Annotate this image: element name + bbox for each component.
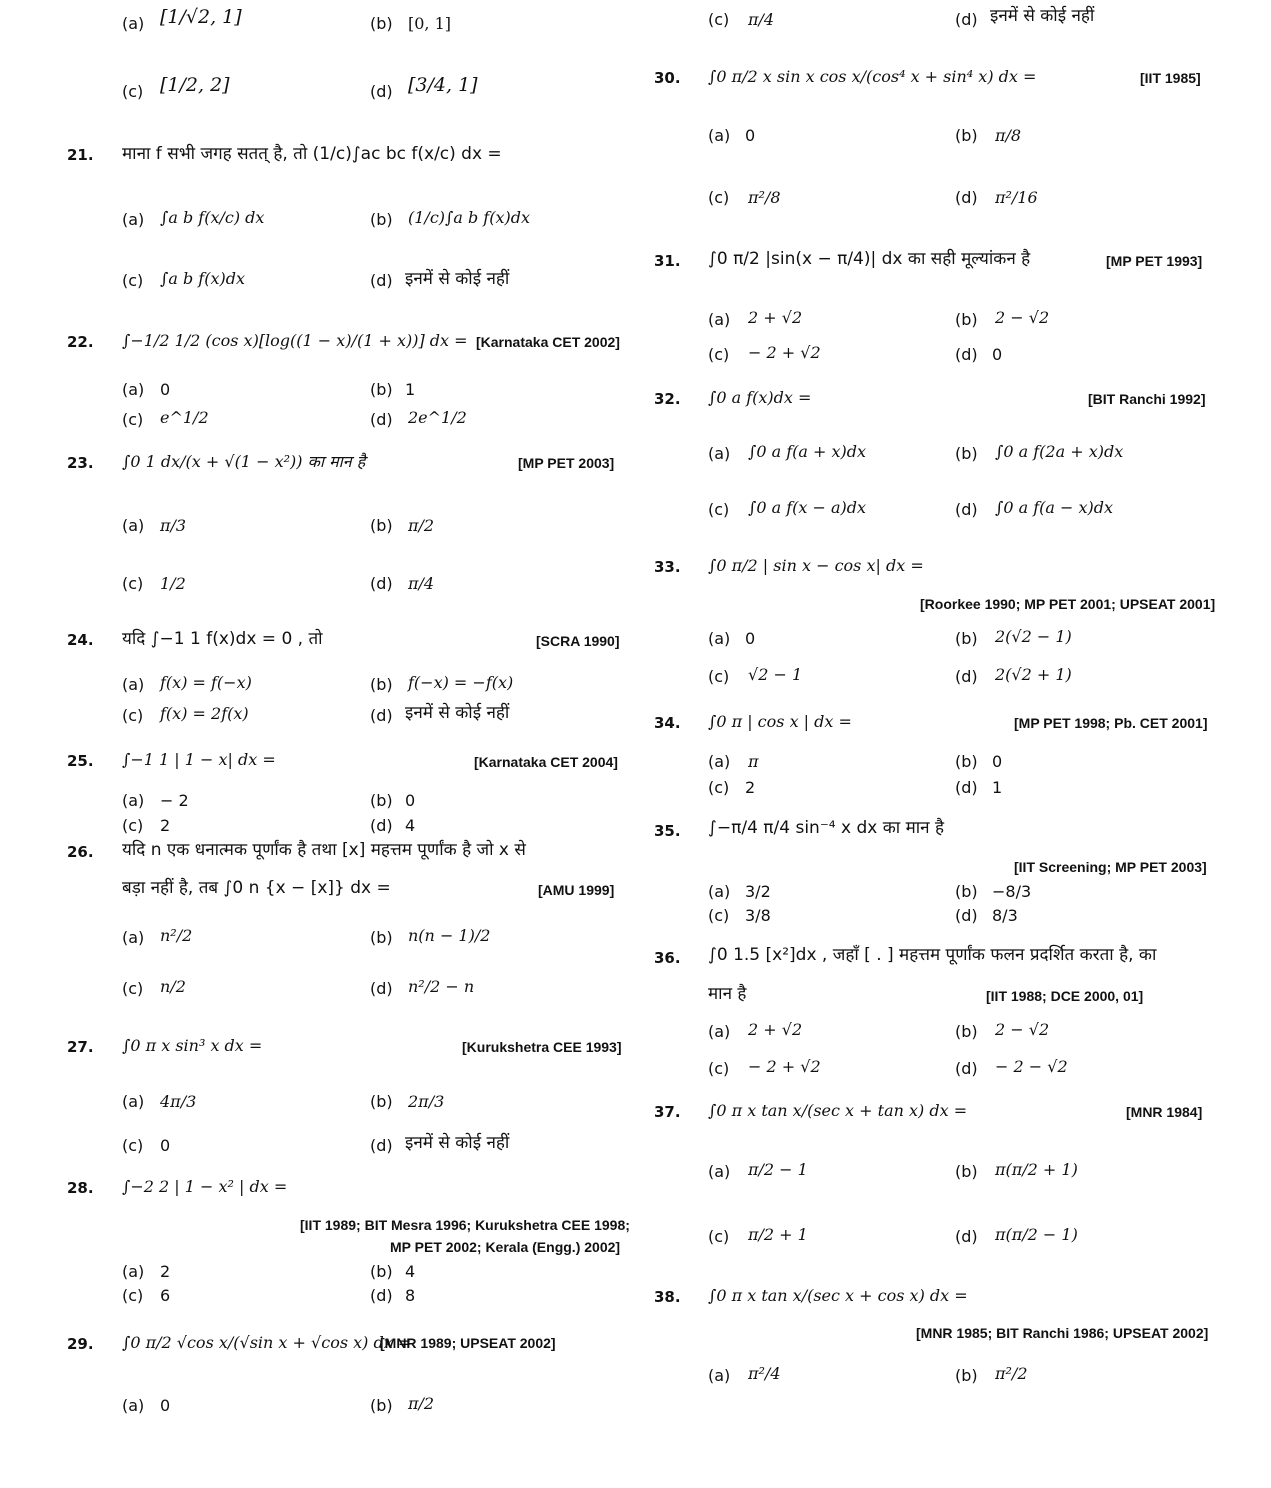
q20-option-a-value: [1/√2, 1] xyxy=(160,6,242,28)
q29-option-a-value: 0 xyxy=(160,1396,171,1415)
q22-number: 22. xyxy=(67,333,94,351)
q22-option-a-label: (a) xyxy=(122,380,145,399)
q29-option-c-value: π/4 xyxy=(748,10,775,29)
q32-option-b-value: ∫0 a f(2a + x)dx xyxy=(995,442,1124,461)
q31-source: [MP PET 1993] xyxy=(1106,253,1203,269)
q32-option-c-value: ∫0 a f(x − a)dx xyxy=(748,498,867,517)
q36-number: 36. xyxy=(654,949,681,967)
q38-option-a-label: (a) xyxy=(708,1366,731,1385)
q22-option-b-value: 1 xyxy=(405,380,416,399)
q35-number: 35. xyxy=(654,822,681,840)
q25-number: 25. xyxy=(67,752,94,770)
q36-question-line2: मान है xyxy=(708,984,747,1004)
q26-option-a-label: (a) xyxy=(122,928,145,947)
q36-option-c-value: − 2 + √2 xyxy=(748,1057,821,1076)
q26-question-line1: यदि n एक धनात्मक पूर्णांक है तथा [x] महत्तम पूर्णांक है जो x से xyxy=(122,840,526,860)
q33-option-b-label: (b) xyxy=(955,629,978,648)
q23-option-b-value: π/2 xyxy=(408,516,435,535)
q27-option-b-label: (b) xyxy=(370,1092,393,1111)
q27-source: [Kurukshetra CEE 1993] xyxy=(462,1039,622,1055)
q27-option-d-label: (d) xyxy=(370,1136,393,1155)
q35-option-b-label: (b) xyxy=(955,882,978,901)
q31-option-a-label: (a) xyxy=(708,310,731,329)
q22-option-b-label: (b) xyxy=(370,380,393,399)
q37-option-d-label: (d) xyxy=(955,1227,978,1246)
q29-option-b-label: (b) xyxy=(370,1396,393,1415)
q27-option-a-value: 4π/3 xyxy=(160,1092,197,1111)
q33-option-d-label: (d) xyxy=(955,667,978,686)
q20-option-d-value: [3/4, 1] xyxy=(408,74,478,96)
q33-question: ∫0 π/2 | sin x − cos x| dx = xyxy=(708,556,924,575)
q34-question: ∫0 π | cos x | dx = xyxy=(708,712,852,731)
q25-option-c-label: (c) xyxy=(122,816,144,835)
q23-option-c-value: 1/2 xyxy=(160,574,186,593)
q28-option-a-value: 2 xyxy=(160,1262,171,1281)
q38-option-b-value: π²/2 xyxy=(995,1364,1028,1383)
q34-option-d-label: (d) xyxy=(955,778,978,797)
q32-source: [BIT Ranchi 1992] xyxy=(1088,391,1206,407)
q31-option-d-label: (d) xyxy=(955,345,978,364)
q30-option-b-label: (b) xyxy=(955,126,978,145)
q31-number: 31. xyxy=(654,252,681,270)
q24-source: [SCRA 1990] xyxy=(536,633,620,649)
q38-question: ∫0 π x tan x/(sec x + cos x) dx = xyxy=(708,1286,968,1305)
q27-option-d-value: इनमें से कोई नहीं xyxy=(405,1133,510,1153)
q28-option-b-label: (b) xyxy=(370,1262,393,1281)
q38-option-a-value: π²/4 xyxy=(748,1364,781,1383)
q38-option-b-label: (b) xyxy=(955,1366,978,1385)
q30-source: [IIT 1985] xyxy=(1140,70,1201,86)
q25-option-b-value: 0 xyxy=(405,791,416,810)
q28-option-c-label: (c) xyxy=(122,1286,144,1305)
q27-number: 27. xyxy=(67,1038,94,1056)
q29-option-b-value: π/2 xyxy=(408,1394,435,1413)
q23-option-d-label: (d) xyxy=(370,574,393,593)
q22-option-c-value: e^1/2 xyxy=(160,408,209,427)
q23-source: [MP PET 2003] xyxy=(518,455,615,471)
q35-source: [IIT Screening; MP PET 2003] xyxy=(1014,859,1207,875)
q20-option-c-value: [1/2, 2] xyxy=(160,74,230,96)
q25-option-d-value: 4 xyxy=(405,816,416,835)
q23-option-b-label: (b) xyxy=(370,516,393,535)
q20-option-b-value: [0, 1] xyxy=(408,14,452,33)
q33-option-d-value: 2(√2 + 1) xyxy=(995,665,1072,684)
q33-option-c-value: √2 − 1 xyxy=(748,665,803,684)
q30-option-a-label: (a) xyxy=(708,126,731,145)
q23-question: ∫0 1 dx/(x + √(1 − x²)) का मान है xyxy=(122,452,366,471)
q34-source: [MP PET 1998; Pb. CET 2001] xyxy=(1014,715,1208,731)
q32-question: ∫0 a f(x)dx = xyxy=(708,388,812,407)
q21-option-c-label: (c) xyxy=(122,271,144,290)
q26-option-c-value: n/2 xyxy=(160,977,186,996)
q20-option-d-label: (d) xyxy=(370,82,393,101)
q30-option-c-label: (c) xyxy=(708,188,730,207)
q33-source: [Roorkee 1990; MP PET 2001; UPSEAT 2001] xyxy=(920,596,1216,612)
q21-option-a-value: ∫a b f(x/c) dx xyxy=(160,208,265,227)
q36-source: [IIT 1988; DCE 2000, 01] xyxy=(986,988,1144,1004)
q24-option-b-value: f(−x) = −f(x) xyxy=(408,673,514,692)
q21-option-d-value: इनमें से कोई नहीं xyxy=(405,269,510,289)
q22-option-d-label: (d) xyxy=(370,410,393,429)
q22-source: [Karnataka CET 2002] xyxy=(476,334,620,350)
q31-option-b-value: 2 − √2 xyxy=(995,308,1050,327)
q34-option-d-value: 1 xyxy=(992,778,1003,797)
q35-option-a-label: (a) xyxy=(708,882,731,901)
q23-option-a-label: (a) xyxy=(122,516,145,535)
q25-option-b-label: (b) xyxy=(370,791,393,810)
q21-option-b-value: (1/c)∫a b f(x)dx xyxy=(408,208,530,227)
q36-option-b-label: (b) xyxy=(955,1022,978,1041)
q23-number: 23. xyxy=(67,454,94,472)
q22-question: ∫−1/2 1/2 (cos x)[log((1 − x)/(1 + x))] dx = xyxy=(122,331,468,350)
q21-option-a-label: (a) xyxy=(122,210,145,229)
q26-option-d-label: (d) xyxy=(370,979,393,998)
q31-option-c-label: (c) xyxy=(708,345,730,364)
q29-option-d-label: (d) xyxy=(955,10,978,29)
q36-option-a-label: (a) xyxy=(708,1022,731,1041)
q38-number: 38. xyxy=(654,1288,681,1306)
q34-option-b-value: 0 xyxy=(992,752,1003,771)
q25-option-c-value: 2 xyxy=(160,816,171,835)
q20-option-a-label: (a) xyxy=(122,14,145,33)
q26-number: 26. xyxy=(67,843,94,861)
q28-option-c-value: 6 xyxy=(160,1286,171,1305)
q26-option-b-label: (b) xyxy=(370,928,393,947)
q30-question: ∫0 π/2 x sin x cos x/(cos⁴ x + sin⁴ x) dx = xyxy=(708,67,1037,86)
q37-option-a-value: π/2 − 1 xyxy=(748,1160,808,1179)
q30-option-b-value: π/8 xyxy=(995,126,1022,145)
q32-option-b-label: (b) xyxy=(955,444,978,463)
q30-option-a-value: 0 xyxy=(745,126,756,145)
q25-option-d-label: (d) xyxy=(370,816,393,835)
q21-option-b-label: (b) xyxy=(370,210,393,229)
q28-option-d-value: 8 xyxy=(405,1286,416,1305)
q26-option-a-value: n²/2 xyxy=(160,926,193,945)
q30-number: 30. xyxy=(654,69,681,87)
q28-option-a-label: (a) xyxy=(122,1262,145,1281)
q20-option-b-label: (b) xyxy=(370,14,393,33)
q25-option-a-value: − 2 xyxy=(160,791,189,810)
q34-option-a-label: (a) xyxy=(708,752,731,771)
q23-option-c-label: (c) xyxy=(122,574,144,593)
q23-option-d-value: π/4 xyxy=(408,574,435,593)
q24-option-d-label: (d) xyxy=(370,706,393,725)
q28-source-line2: MP PET 2002; Kerala (Engg.) 2002] xyxy=(390,1239,621,1255)
q37-option-b-value: π(π/2 + 1) xyxy=(995,1160,1078,1179)
q36-option-a-value: 2 + √2 xyxy=(748,1020,803,1039)
q26-option-c-label: (c) xyxy=(122,979,144,998)
q34-option-a-value: π xyxy=(748,752,759,771)
q24-option-c-value: f(x) = 2f(x) xyxy=(160,704,249,723)
q30-option-d-value: π²/16 xyxy=(995,188,1038,207)
q28-number: 28. xyxy=(67,1179,94,1197)
q20-option-c-label: (c) xyxy=(122,82,144,101)
q29-option-a-label: (a) xyxy=(122,1396,145,1415)
q29-option-d-value: इनमें से कोई नहीं xyxy=(990,6,1095,26)
q33-option-a-label: (a) xyxy=(708,629,731,648)
q21-question: माना f सभी जगह सतत् है, तो (1/c)∫ac bc f(x/c) dx = xyxy=(122,144,502,164)
q31-option-a-value: 2 + √2 xyxy=(748,308,803,327)
q24-option-a-label: (a) xyxy=(122,675,145,694)
q32-option-a-label: (a) xyxy=(708,444,731,463)
q36-option-b-value: 2 − √2 xyxy=(995,1020,1050,1039)
q25-question: ∫−1 1 | 1 − x| dx = xyxy=(122,750,276,769)
q32-option-a-value: ∫0 a f(a + x)dx xyxy=(748,442,867,461)
q30-option-c-value: π²/8 xyxy=(748,188,781,207)
q33-number: 33. xyxy=(654,558,681,576)
q37-option-c-label: (c) xyxy=(708,1227,730,1246)
q26-source: [AMU 1999] xyxy=(538,882,615,898)
q36-option-d-label: (d) xyxy=(955,1059,978,1078)
q37-option-d-value: π(π/2 − 1) xyxy=(995,1225,1078,1244)
q36-question-line1: ∫0 1.5 [x²]dx , जहाँ [ . ] महत्तम पूर्णांक फलन प्रदर्शित करता है, का xyxy=(708,945,1157,965)
q22-option-a-value: 0 xyxy=(160,380,171,399)
q37-option-c-value: π/2 + 1 xyxy=(748,1225,808,1244)
q22-option-c-label: (c) xyxy=(122,410,144,429)
q29-option-c-label: (c) xyxy=(708,10,730,29)
q38-source: [MNR 1985; BIT Ranchi 1986; UPSEAT 2002] xyxy=(916,1325,1209,1341)
q35-option-c-label: (c) xyxy=(708,906,730,925)
q23-option-a-value: π/3 xyxy=(160,516,187,535)
q21-option-d-label: (d) xyxy=(370,271,393,290)
q37-option-b-label: (b) xyxy=(955,1162,978,1181)
q32-option-d-label: (d) xyxy=(955,500,978,519)
q35-option-d-value: 8/3 xyxy=(992,906,1018,925)
q36-option-c-label: (c) xyxy=(708,1059,730,1078)
q35-option-b-value: −8/3 xyxy=(992,882,1032,901)
q24-question: यदि ∫−1 1 f(x)dx = 0 , तो xyxy=(122,629,323,649)
q34-number: 34. xyxy=(654,714,681,732)
q33-option-c-label: (c) xyxy=(708,667,730,686)
q29-source: [MNR 1989; UPSEAT 2002] xyxy=(380,1335,556,1351)
q31-option-b-label: (b) xyxy=(955,310,978,329)
q34-option-c-label: (c) xyxy=(708,778,730,797)
q21-number: 21. xyxy=(67,146,94,164)
q27-option-c-label: (c) xyxy=(122,1136,144,1155)
q28-option-b-value: 4 xyxy=(405,1262,416,1281)
q32-option-c-label: (c) xyxy=(708,500,730,519)
q25-source: [Karnataka CET 2004] xyxy=(474,754,618,770)
q29-number: 29. xyxy=(67,1335,94,1353)
q35-option-a-value: 3/2 xyxy=(745,882,771,901)
q32-number: 32. xyxy=(654,390,681,408)
q33-option-a-value: 0 xyxy=(745,629,756,648)
q21-option-c-value: ∫a b f(x)dx xyxy=(160,269,245,288)
q30-option-d-label: (d) xyxy=(955,188,978,207)
q28-question: ∫−2 2 | 1 − x² | dx = xyxy=(122,1177,288,1196)
q26-option-d-value: n²/2 − n xyxy=(408,977,475,996)
q31-question: ∫0 π/2 |sin(x − π/4)| dx का सही मूल्यांकन है xyxy=(708,249,1031,269)
q25-option-a-label: (a) xyxy=(122,791,145,810)
q24-option-b-label: (b) xyxy=(370,675,393,694)
q26-option-b-value: n(n − 1)/2 xyxy=(408,926,491,945)
q26-question-line2: बड़ा नहीं है, तब ∫0 n {x − [x]} dx = xyxy=(122,878,391,898)
q24-number: 24. xyxy=(67,631,94,649)
q27-option-c-value: 0 xyxy=(160,1136,171,1155)
q24-option-a-value: f(x) = f(−x) xyxy=(160,673,252,692)
q35-option-d-label: (d) xyxy=(955,906,978,925)
q24-option-d-value: इनमें से कोई नहीं xyxy=(405,703,510,723)
q28-option-d-label: (d) xyxy=(370,1286,393,1305)
q34-option-b-label: (b) xyxy=(955,752,978,771)
q36-option-d-value: − 2 − √2 xyxy=(995,1057,1068,1076)
q31-option-d-value: 0 xyxy=(992,345,1003,364)
q37-option-a-label: (a) xyxy=(708,1162,731,1181)
q35-question: ∫−π/4 π/4 sin⁻⁴ x dx का मान है xyxy=(708,818,945,838)
q32-option-d-value: ∫0 a f(a − x)dx xyxy=(995,498,1114,517)
q31-option-c-value: − 2 + √2 xyxy=(748,343,821,362)
q37-question: ∫0 π x tan x/(sec x + tan x) dx = xyxy=(708,1101,968,1120)
q28-source-line1: [IIT 1989; BIT Mesra 1996; Kurukshetra CEE 1998; xyxy=(300,1217,630,1233)
q24-option-c-label: (c) xyxy=(122,706,144,725)
q27-option-a-label: (a) xyxy=(122,1092,145,1111)
q35-option-c-value: 3/8 xyxy=(745,906,771,925)
q37-number: 37. xyxy=(654,1103,681,1121)
q27-question: ∫0 π x sin³ x dx = xyxy=(122,1036,263,1055)
q29-question: ∫0 π/2 √cos x/(√sin x + √cos x) dx = xyxy=(122,1333,412,1352)
q37-source: [MNR 1984] xyxy=(1126,1104,1203,1120)
q22-option-d-value: 2e^1/2 xyxy=(408,408,467,427)
q34-option-c-value: 2 xyxy=(745,778,756,797)
q33-option-b-value: 2(√2 − 1) xyxy=(995,627,1072,646)
q27-option-b-value: 2π/3 xyxy=(408,1092,445,1111)
